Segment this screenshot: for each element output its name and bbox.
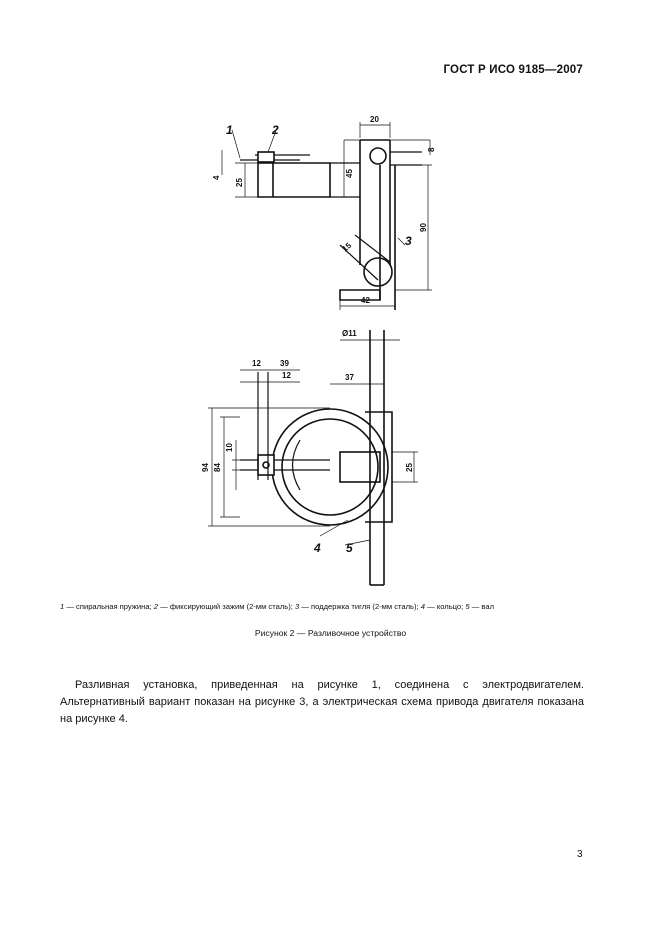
legend-num-4: 4	[420, 602, 425, 611]
dim-25: 25	[235, 178, 244, 187]
callout-5: 5	[346, 541, 353, 555]
body-paragraph: Разливная установка, приведенная на рисунке 1, соединена с электродвигателем. Альтернативный вариант показан на рисунке 3, а электрическая схема привода двигателя показана на рисунке 4.	[60, 679, 584, 725]
legend-num-3: 3	[294, 602, 300, 611]
dim-25b: 25	[405, 463, 414, 472]
legend-text-4: — кольцо;	[425, 602, 466, 611]
top-view-dim-lines	[222, 122, 432, 310]
standard-header: ГОСТ Р ИСО 9185—2007	[443, 64, 583, 76]
dim-10: 10	[225, 443, 234, 452]
legend-text-1: — спиральная пружина;	[64, 602, 154, 611]
dim-20: 20	[370, 115, 379, 124]
dim-12b: 12	[282, 371, 291, 380]
dim-42: 42	[361, 296, 370, 305]
dim-12a: 12	[252, 359, 261, 368]
dim-37: 37	[345, 373, 354, 382]
dim-94: 94	[201, 463, 210, 472]
callout-1: 1	[226, 123, 233, 137]
figure-legend	[60, 602, 620, 611]
bottom-view-dim-lines	[208, 340, 418, 545]
dim-8: 8	[427, 147, 436, 152]
dim-90: 90	[419, 223, 428, 232]
dim-84: 84	[213, 463, 222, 472]
legend-num-5: 5	[465, 602, 470, 611]
top-view-labels	[212, 115, 436, 305]
dim-45: 45	[345, 169, 354, 178]
legend-num-1: 1	[60, 602, 65, 611]
dim-d11: Ø11	[342, 329, 357, 338]
legend-text-2: — фиксирующий зажим (2-мм сталь);	[158, 602, 295, 611]
dim-15: 15	[340, 240, 354, 254]
legend-num-2: 2	[153, 602, 158, 611]
dim-39: 39	[280, 359, 289, 368]
callout-2: 2	[272, 123, 279, 137]
callout-4: 4	[314, 541, 321, 555]
legend-text-3: — поддержка тигля (2-мм сталь);	[299, 602, 421, 611]
figure-caption: Рисунок 2 — Разливочное устройство	[254, 628, 407, 638]
dim-4: 4	[212, 175, 221, 180]
legend-text-5: — вал	[469, 602, 495, 611]
page-number: 3	[577, 849, 583, 860]
callout-3: 3	[405, 234, 412, 248]
top-view	[240, 140, 422, 310]
